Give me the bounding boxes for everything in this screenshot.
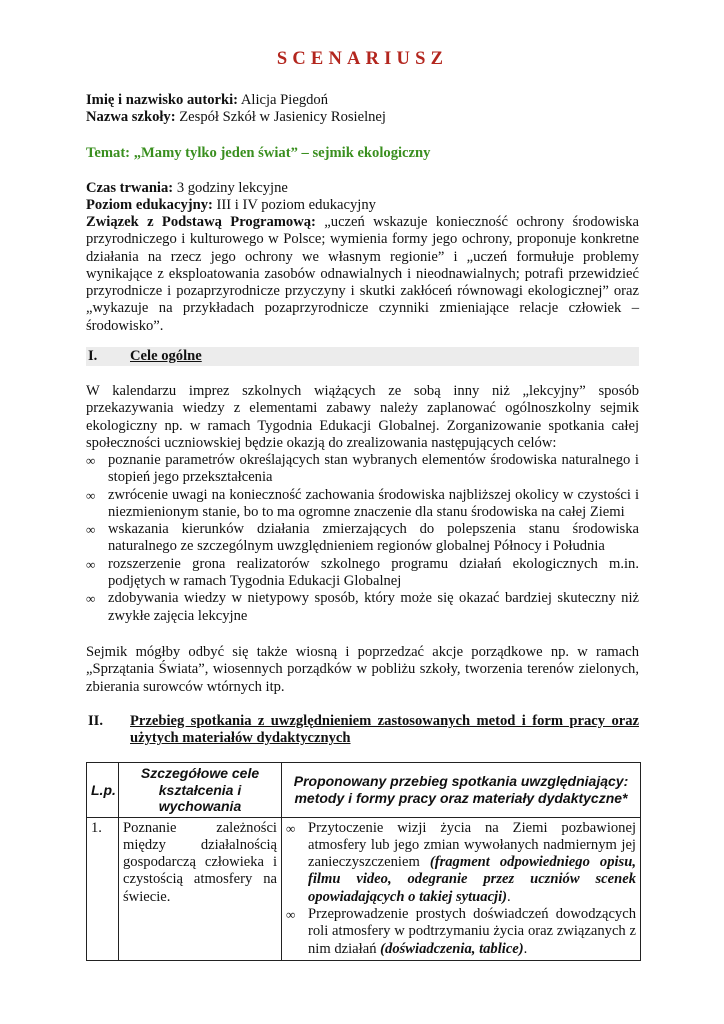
curriculum-value: „uczeń wskazuje konieczność ochrony środowiska przyrodniczego i kulturowego w Polsce; wymienia formy jego ochrony, proponuje konkretne działania na rzecz jego ochrony we własnym regionie” i „uczeń formułuje problemy wynikające z eksploatowania zasobów odnawialnych i nieodnawialnych; potrafi przewidzieć przyrodnicze i pozaprzyrodnicze przyczyny i skutki zakłóceń równowagi ekologicznej” oraz „wykazuje na przykładach pozaprzyrodnicze czynniki zmieniające relacje człowiek – środowisko”.	[86, 214, 639, 334]
infinity-bullet-icon: ∞	[86, 453, 96, 468]
infinity-bullet-icon: ∞	[86, 591, 96, 607]
curriculum-paragraph	[86, 214, 639, 335]
section-1-outro: Sejmik mógłby odbyć się także wiosną i poprzedzać akcje porządkowe np. w ramach „Sprzątania Świata”, wiosennych porządków w pobliżu szkoły, tworzenia terenów zielonych, zbierania surowców wtórnych itp.	[86, 644, 639, 695]
school-label: Nazwa szkoły:	[86, 109, 176, 125]
plan-steps-list	[286, 820, 636, 958]
duration-line	[86, 180, 639, 197]
plan-table	[86, 762, 641, 961]
duration-value: 3 godziny lekcyjne	[176, 180, 288, 196]
header-goals: Szczegółowe cele kształcenia i wychowania	[119, 763, 282, 818]
table-row	[87, 817, 641, 960]
table-header-row	[87, 763, 641, 818]
duration-label: Czas trwania:	[86, 180, 174, 196]
section-1-heading	[86, 347, 639, 366]
section-1-title: Cele ogólne	[130, 348, 202, 364]
infinity-bullet-icon: ∞	[86, 487, 96, 503]
level-value: III i IV poziom edukacyjny	[216, 197, 376, 213]
list-item: ∞ Przytoczenie wizji życia na Ziemi pozbawionej atmosfery lub jego zmian wywołanych nadmiernym jej zanieczyszczeniem (fragment odpowiedniego opisu, filmu video, odegranie przez uczniów scenek opowiadających o takiej sytuacji).	[286, 819, 637, 905]
row-lp: 1.	[87, 817, 119, 960]
header-plan: Proponowany przebieg spotkania uwzględniający: metody i formy pracy oraz materiały dydaktyczne*	[282, 763, 641, 818]
row-plan	[282, 817, 641, 960]
section-1-number: I.	[88, 348, 98, 364]
list-item: ∞ wskazania kierunków działania zmierzających do polepszenia stanu środowiska naturalnego ze szczególnym uwzględnieniem regionów globalnej Północy i Południa	[86, 521, 639, 555]
author-label: Imię i nazwisko autorki:	[86, 92, 239, 108]
list-item: ∞ poznanie parametrów określających stan wybranych elementów środowiska naturalnego i stopień jego przekształcenia	[86, 452, 639, 486]
infinity-bullet-icon: ∞	[286, 906, 296, 922]
section-2-number: II.	[88, 713, 104, 729]
topic-line	[86, 145, 639, 162]
level-label: Poziom edukacyjny:	[86, 197, 213, 213]
level-line	[86, 197, 639, 214]
plan-materials: (fragment odpowiedniego opisu, filmu video, odegranie przez uczniów scenek opowiadających o takiej sytuacji)	[308, 854, 637, 905]
row-goal: Poznanie zależności między działalnością gospodarczą człowieka i czystością atmosfery na świecie.	[119, 817, 282, 960]
section-2-title: Przebieg spotkania z uwzględnieniem zastosowanych metod i form pracy oraz użytych materiałów dydaktycznych	[130, 713, 639, 747]
infinity-bullet-icon: ∞	[86, 556, 96, 572]
list-item: ∞ Przeprowadzenie prostych doświadczeń dowodzących roli atmosfery w podtrzymaniu życia oraz związanych z nim działań (doświadczenia, tablice).	[286, 905, 636, 957]
infinity-bullet-icon: ∞	[286, 820, 296, 836]
topic-label: Temat:	[86, 145, 131, 161]
school-line	[86, 109, 639, 126]
list-item: ∞ zwrócenie uwagi na konieczność zachowania środowiska najbliższej okolicy w czystości i niezmienionym stanie, bo to ma ogromne znaczenie dla stanu środowiska na całej Ziemi	[86, 486, 639, 520]
section-1-intro: W kalendarzu imprez szkolnych wiążących ze sobą inny niż „lekcyjny” sposób przekazywania wiedzy z elementami zabawy należy zaplanować ogólnoszkolny sejmik ekologiczny np. w ramach Tygodnia Edukacji Globalnej. Zorganizowanie spotkania całej społeczności uczniowskiej będzie okazją do zrealizowania następujących celów:	[86, 383, 639, 451]
plan-materials: (doświadczenia, tablice)	[380, 940, 524, 957]
author-line	[86, 92, 639, 109]
curriculum-label: Związek z Podstawą Programową:	[86, 214, 316, 230]
goals-list	[86, 452, 639, 625]
infinity-bullet-icon: ∞	[86, 522, 96, 538]
topic-value: „Mamy tylko jeden świat” – sejmik ekologiczny	[133, 145, 431, 161]
list-item: ∞ zdobywania wiedzy w nietypowy sposób, który może się okazać bardziej skuteczny niż zwykłe zajęcia lekcyjne	[86, 590, 639, 624]
header-lp: L.p.	[87, 763, 119, 818]
school-value: Zespół Szkół w Jasienicy Rosielnej	[179, 109, 386, 125]
document-title: SCENARIUSZ	[276, 49, 449, 69]
author-value: Alicja Piegdoń	[240, 92, 329, 108]
list-item: ∞ rozszerzenie grona realizatorów szkolnego programu działań ekologicznych m.in. podjętych w ramach Tygodnia Edukacji Globalnej	[86, 555, 639, 590]
